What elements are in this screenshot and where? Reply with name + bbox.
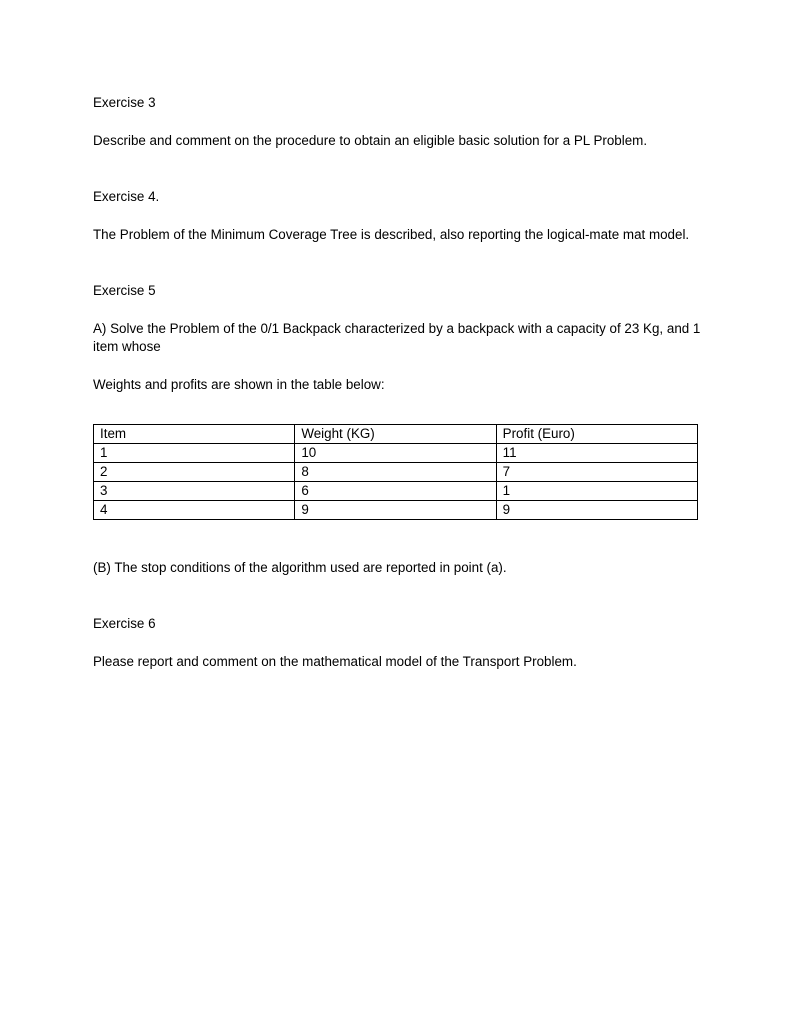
table-header-row	[94, 425, 698, 444]
table-cell: 7	[496, 463, 697, 482]
document-body	[93, 94, 703, 671]
table-header-cell: Item	[94, 425, 295, 444]
exercise-4-title: Exercise 4.	[93, 189, 160, 204]
table-cell: 2	[94, 463, 295, 482]
table-cell: 8	[295, 463, 496, 482]
table-header-cell: Profit (Euro)	[496, 425, 697, 444]
table-cell: 1	[94, 444, 295, 463]
exercise-4-text: The Problem of the Minimum Coverage Tree is described, also reporting the logical-mate mat model.	[93, 227, 690, 242]
table-row	[94, 501, 698, 520]
exercise-5-part-b: (B) The stop conditions of the algorithm used are reported in point (a).	[93, 560, 507, 575]
exercise-6-text: Please report and comment on the mathematical model of the Transport Problem.	[93, 654, 577, 669]
exercise-3-text: Describe and comment on the procedure to obtain an eligible basic solution for a PL Problem.	[93, 133, 648, 148]
table-row	[94, 463, 698, 482]
exercise-5-table-intro: Weights and profits are shown in the table below:	[93, 377, 385, 392]
table-cell: 4	[94, 501, 295, 520]
exercise-6-title: Exercise 6	[93, 616, 156, 631]
table-cell: 1	[496, 482, 697, 501]
items-table	[93, 424, 698, 520]
table-cell: 10	[295, 444, 496, 463]
table-row	[94, 444, 698, 463]
table-cell: 11	[496, 444, 697, 463]
table-header-cell: Weight (KG)	[295, 425, 496, 444]
table-row	[94, 482, 698, 501]
table-cell: 6	[295, 482, 496, 501]
exercise-5-title: Exercise 5	[93, 283, 156, 298]
table-cell: 9	[496, 501, 697, 520]
table-cell: 9	[295, 501, 496, 520]
exercise-5-part-a: A) Solve the Problem of the 0/1 Backpack characterized by a backpack with a capacity of 23 Kg, and 1 item whose	[93, 321, 701, 354]
table-cell: 3	[94, 482, 295, 501]
exercise-3-title: Exercise 3	[93, 95, 156, 110]
